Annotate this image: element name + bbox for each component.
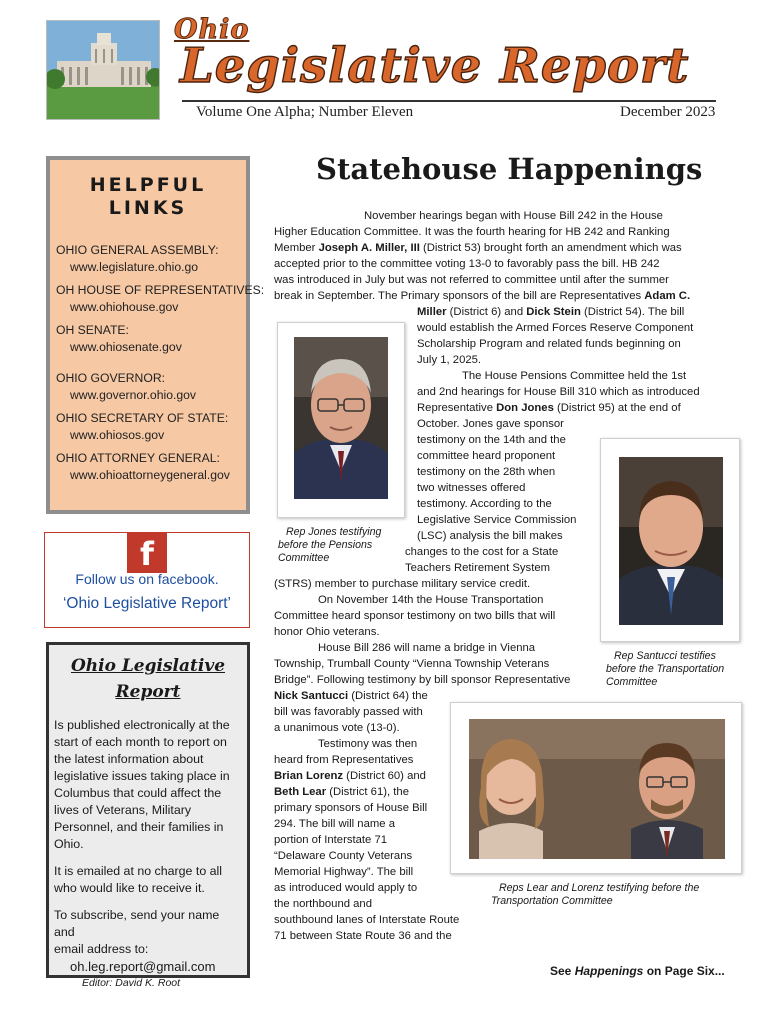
about-title: Ohio Legislative Report — [70, 656, 226, 702]
link-url[interactable]: www.governor.ohio.gov — [70, 388, 197, 402]
article-line: testimony on the 28th when — [417, 466, 556, 478]
article-line: Bridge”. Following testimony by bill sponsor Representative — [274, 674, 571, 686]
article-line: accepted prior to the committee voting 13-0 to favorably pass the bill. HB 242 — [274, 258, 660, 270]
link-senate: OH SENATE: www.ohiosenate.gov — [56, 322, 240, 356]
article-line: October. Jones gave sponsor — [417, 418, 564, 430]
link-url[interactable]: www.legislature.ohio.go — [70, 260, 199, 274]
article-line: would establish the Armed Forces Reserve Component — [417, 322, 694, 334]
subscribe-email[interactable]: oh.leg.report@gmail.com — [70, 959, 216, 974]
article-line: Nick Santucci (District 64) the — [274, 690, 428, 702]
article-line: bill was favorably passed with — [274, 706, 423, 718]
masthead-divider — [182, 100, 716, 102]
article-line: July 1, 2025. — [417, 354, 482, 366]
article-line: testimony. According to the — [417, 498, 552, 510]
article-line: honor Ohio veterans. — [274, 626, 380, 638]
article-line: testimony on the 14th and the — [417, 434, 566, 446]
article-line: the northbound and — [274, 898, 372, 910]
article-line: primary sponsors of House Bill — [274, 802, 428, 814]
article-line: committee heard proponent — [417, 450, 556, 462]
caption-jones: Rep Jones testifying before the Pensions Committee — [278, 526, 382, 564]
link-secretary-of-state: OHIO SECRETARY OF STATE: www.ohiosos.gov — [56, 410, 240, 444]
article-line: Memorial Highway”. The bill — [274, 866, 414, 878]
article-line: a unanimous vote (13-0). — [274, 722, 400, 734]
article-line: was introduced in July but was not referred to committee until after the summer — [274, 274, 669, 286]
article-line: November hearings began with House Bill 242 in the House — [364, 210, 663, 222]
link-url[interactable]: www.ohioattorneygeneral.gov — [70, 468, 230, 482]
link-url[interactable]: www.ohiohouse.gov — [70, 300, 179, 314]
link-governor: OHIO GOVERNOR: www.governor.ohio.gov — [56, 370, 240, 404]
article-line: Representative Don Jones (District 95) at the end of — [417, 402, 681, 414]
link-url[interactable]: www.ohiosos.gov — [70, 428, 165, 442]
article-line: Brian Lorenz (District 60) and — [274, 770, 426, 782]
article-line: Township, Trumball County “Vienna Township Veterans — [274, 658, 550, 670]
issue-volume: Volume One Alpha; Number Eleven — [196, 104, 414, 120]
article-line: heard from Representatives — [274, 754, 414, 766]
article-line: Beth Lear (District 61), the — [274, 786, 409, 798]
photo-rep-santucci — [600, 438, 740, 642]
masthead-title: Legislative Report — [180, 38, 690, 94]
facebook-box — [44, 532, 250, 628]
link-attorney-general: OHIO ATTORNEY GENERAL: www.ohioattorneygeneral.gov — [56, 450, 240, 484]
caption-lear-lorenz: Reps Lear and Lorenz testifying before the Transportation Committee — [491, 882, 700, 907]
about-paragraph-1: Is published electronically at the start of each month to report on the latest information about legislative issues taking place in Columbus that could affect the lives of Veterans, Military Personnel, and their families in Ohio. — [54, 718, 230, 851]
masthead-ohio: Ohio — [174, 14, 250, 45]
about-paragraph-2: It is emailed at no charge to all who would like to receive it. — [54, 864, 223, 895]
article-line: Scholarship Program and related funds beginning on — [417, 338, 681, 350]
article-line: as introduced would apply to — [274, 882, 418, 894]
continued-on-page[interactable]: See Happenings on Page Six... — [550, 964, 725, 978]
issue-date: December 2023 — [620, 104, 716, 120]
article-line: On November 14th the House Transportation — [318, 594, 544, 606]
editor-credit: Editor: David K. Root — [82, 977, 181, 989]
helpful-links-title: HELPFUL LINKS — [89, 174, 207, 219]
link-house: OH HOUSE OF REPRESENTATIVES: www.ohiohouse.gov — [56, 283, 265, 314]
article-line: southbound lanes of Interstate Route — [274, 914, 460, 926]
article-line: House Bill 286 will name a bridge in Vienna — [318, 642, 536, 654]
article-line: changes to the cost for a State — [405, 546, 559, 558]
article-line: “Delaware County Veterans — [274, 850, 413, 862]
article-line: The House Pensions Committee held the 1st — [462, 370, 687, 382]
article-line: Member Joseph A. Miller, III (District 53) brought forth an amendment which was — [274, 242, 682, 254]
article-line: and 2nd hearings for House Bill 310 which as introduced — [417, 386, 700, 398]
facebook-page-name[interactable]: ‘Ohio Legislative Report’ — [62, 595, 231, 612]
about-box — [46, 642, 250, 989]
article-line: Committee heard sponsor testimony on two bills that will — [274, 610, 556, 622]
article-headline: Statehouse Happenings — [316, 152, 703, 186]
article-line: break in September. The Primary sponsors of the bill are Representatives Adam C. — [274, 290, 691, 302]
photo-rep-jones — [277, 322, 405, 518]
link-url[interactable]: www.ohiosenate.gov — [70, 340, 182, 354]
article-line: Testimony was then — [318, 738, 418, 750]
article-line: two witnesses offered — [417, 482, 526, 494]
photo-reps-lear-lorenz — [450, 702, 742, 874]
article-line: Teachers Retirement System — [405, 562, 551, 574]
article-line: 294. The bill will name a — [274, 818, 395, 830]
helpful-links-box — [46, 156, 265, 514]
statehouse-photo — [46, 20, 160, 120]
article-line: (STRS) member to purchase military service credit. — [274, 578, 531, 590]
article-line: Higher Education Committee. It was the fourth hearing for HB 242 and Ranking — [274, 226, 670, 238]
article-line: 71 between State Route 36 and the — [274, 930, 452, 942]
link-general-assembly: OHIO GENERAL ASSEMBLY: www.legislature.ohio.go — [56, 242, 240, 276]
facebook-icon[interactable]: f — [127, 533, 167, 573]
caption-santucci: Rep Santucci testifies before the Transportation Committee — [606, 650, 725, 688]
article-line: (LSC) analysis the bill makes — [417, 530, 563, 542]
article-line: portion of Interstate 71 — [274, 834, 388, 846]
about-paragraph-3: To subscribe, send your name and email address to: — [54, 908, 220, 956]
article-line: Legislative Service Commission — [417, 514, 577, 526]
facebook-follow-text[interactable]: Follow us on facebook. — [75, 571, 219, 587]
article-line: Miller (District 6) and Dick Stein (District 54). The bill — [417, 306, 685, 318]
